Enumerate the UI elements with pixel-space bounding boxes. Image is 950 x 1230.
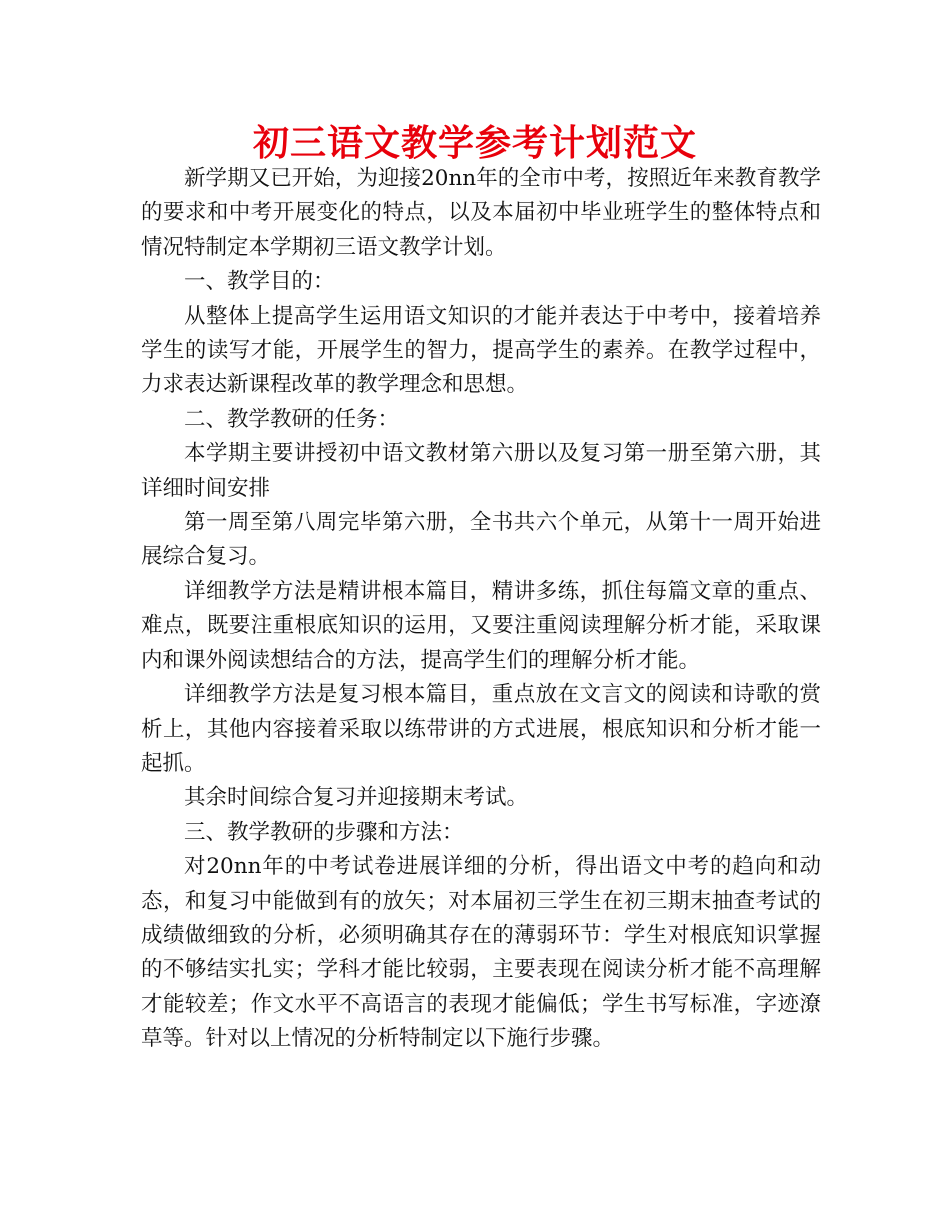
heading-steps: 三、教学教研的步骤和方法： bbox=[184, 819, 464, 845]
paragraph-final-review: 其余时间综合复习并迎接期末考试。 bbox=[184, 785, 529, 811]
paragraph-analysis: 对20nn年的中考试卷进展详细的分析，得出语文中考的趋向和动态，和复习中能做到有的放矢；对本届初三学生在初三期末抽查考试的成绩做细致的分析，必须明确其存在的薄弱环节：学生对根底知识掌握的不够结实扎实；学科才能比较弱，主要表现在阅读分析才能不高理解才能较差；作文水平不高语言的表现才能偏低；学生书写标准，字迹潦草等。针对以上情况的分析特制定以下施行步骤。 bbox=[141, 854, 821, 1052]
paragraph-tasks: 本学期主要讲授初中语文教材第六册以及复习第一册至第六册，其详细时间安排 bbox=[141, 441, 821, 501]
document-body bbox=[141, 162, 821, 1057]
paragraph-intro: 新学期又已开始，为迎接20nn年的全市中考，按照近年来教育教学的要求和中考开展变化的特点，以及本届初中毕业班学生的整体特点和情况特制定本学期初三语文教学计划。 bbox=[141, 166, 821, 260]
heading-tasks: 二、教学教研的任务： bbox=[184, 406, 400, 432]
document-title: 初三语文教学参考计划范文 bbox=[252, 123, 697, 164]
paragraph-schedule: 第一周至第八周完毕第六册，全书共六个单元，从第十一周开始进展综合复习。 bbox=[141, 510, 821, 570]
paragraph-method-review: 详细教学方法是复习根本篇目，重点放在文言文的阅读和诗歌的赏析上，其他内容接着采取以练带讲的方式进展，根底知识和分析才能一起抓。 bbox=[141, 682, 821, 776]
heading-teaching-goals: 一、教学目的： bbox=[184, 269, 335, 295]
paragraph-method-new: 详细教学方法是精讲根本篇目，精讲多练，抓住每篇文章的重点、难点，既要注重根底知识的运用，又要注重阅读理解分析才能，采取课内和课外阅读想结合的方法，提高学生们的理解分析才能。 bbox=[141, 578, 821, 673]
paragraph-goals: 从整体上提高学生运用语文知识的才能并表达于中考中，接着培养学生的读写才能，开展学生的智力，提高学生的素养。在教学过程中，力求表达新课程改革的教学理念和思想。 bbox=[141, 303, 821, 398]
